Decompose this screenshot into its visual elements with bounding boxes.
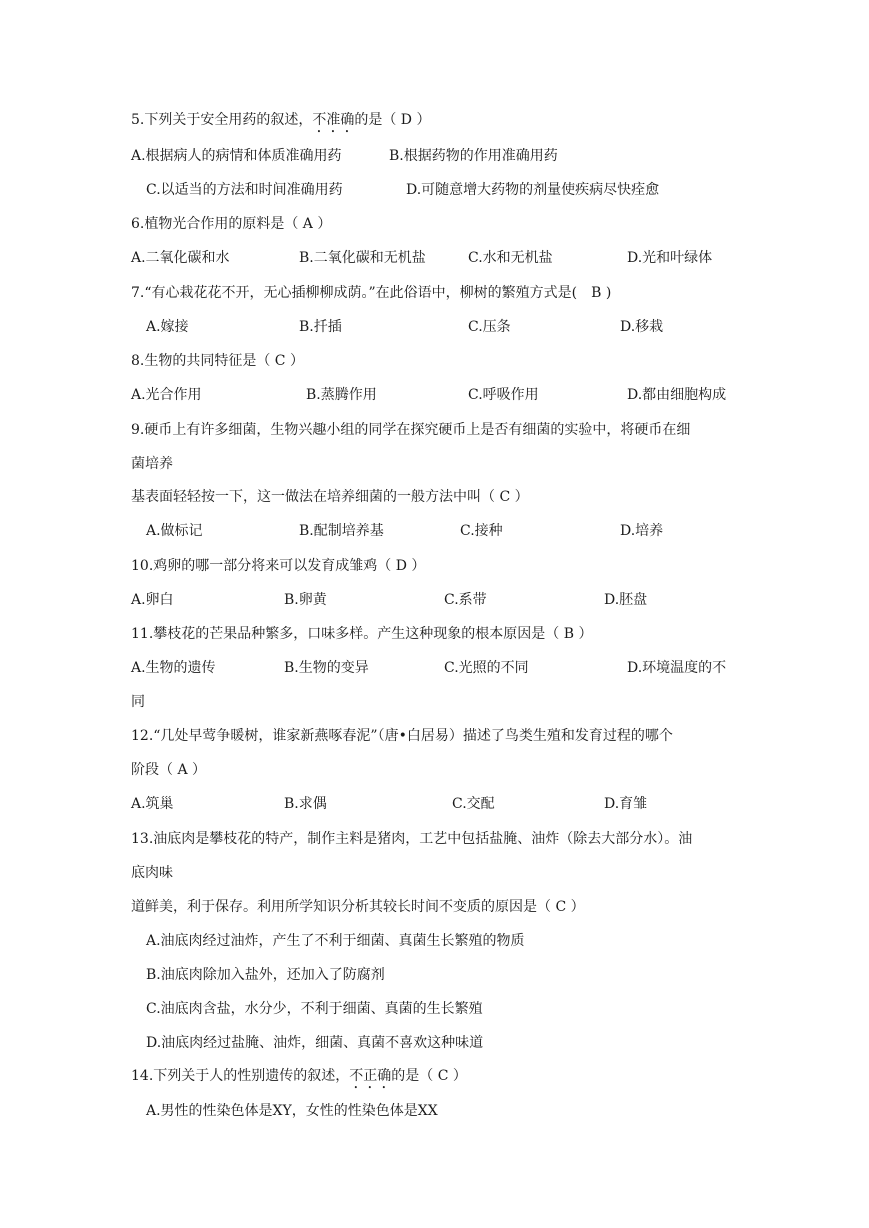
question-6-option-d: D.光和叶绿体 [627, 250, 713, 266]
question-7-option-d: D.移栽 [620, 319, 664, 335]
question-13-option-a: A.油底肉经过油炸，产生了不利于细菌、真菌生长繁殖的物质 [146, 933, 525, 949]
question-8-option-c: C.呼吸作用 [468, 387, 539, 403]
question-12-stem-line-1: 12.“几处早莺争暖树，谁家新燕啄春泥”（唐•白居易）描述了鸟类生殖和发育过程的哪个 [131, 728, 673, 744]
question-6-stem: 6.植物光合作用的原料是（ A ） [131, 216, 332, 232]
question-7-option-a: A.嫁接 [146, 319, 189, 335]
question-14-option-a: A.男性的性染色体是XY，女性的性染色体是XX [146, 1103, 438, 1119]
question-14-stem: 14.下列关于人的性别遗传的叙述，不正确的是（ C ） [131, 1068, 467, 1084]
question-13-option-d: D.油底肉经过盐腌、油炸，细菌、真菌不喜欢这种味道 [146, 1035, 484, 1051]
question-9-stem-line-2: 菌培养 [131, 456, 173, 472]
question-13-stem-line-3: 道鲜美，利于保存。利用所学知识分析其较长时间不变质的原因是（ C ） [131, 899, 585, 915]
question-7-stem: 7.“有心栽花花不开，无心插柳柳成荫。”在此俗语中，柳树的繁殖方式是( B ) [131, 285, 612, 301]
question-10-option-d: D.胚盘 [604, 592, 648, 608]
emphasis-incorrect: 不正确 [349, 1068, 392, 1084]
question-11-stem: 11.攀枝花的芒果品种繁多，口味多样。产生这种现象的根本原因是（ B ） [131, 626, 593, 642]
question-5-option-d: D.可随意增大药物的剂量使疾病尽快痊愈 [406, 182, 660, 198]
question-7-option-b: B.扦插 [299, 319, 342, 335]
question-12-option-b: B.求偶 [284, 796, 327, 812]
question-9-stem-line-3: 基表面轻轻按一下，这一做法在培养细菌的一般方法中叫（ C ） [131, 489, 529, 505]
question-8-option-d: D.都由细胞构成 [627, 387, 727, 403]
question-13-option-b: B.油底肉除加入盐外，还加入了防腐剂 [146, 967, 385, 983]
question-11-option-c: C.光照的不同 [444, 660, 529, 676]
question-11-option-a: A.生物的遗传 [131, 660, 216, 676]
question-5-option-a: A.根据病人的病情和体质准确用药 [131, 148, 342, 164]
question-5-option-b: B.根据药物的作用准确用药 [389, 148, 558, 164]
question-12-option-a: A.筑巢 [131, 796, 174, 812]
question-13-stem-line-1: 13.油底肉是攀枝花的特产，制作主料是猪肉，工艺中包括盐腌、油炸（除去大部分水）。油 [131, 831, 693, 847]
question-9-option-b: B.配制培养基 [299, 523, 384, 539]
question-13-option-c: C.油底肉含盐，水分少，不利于细菌、真菌的生长繁殖 [146, 1001, 483, 1017]
question-6-option-c: C.水和无机盐 [468, 250, 553, 266]
question-5-option-c: C.以适当的方法和时间准确用药 [146, 182, 343, 198]
question-6-option-a: A.二氧化碳和水 [131, 250, 230, 266]
question-9-option-c: C.接种 [460, 523, 503, 539]
question-6-option-b: B.二氧化碳和无机盐 [299, 250, 426, 266]
question-9-option-a: A.做标记 [146, 523, 203, 539]
emphasis-not-correct: 不准确 [312, 112, 355, 128]
question-10-stem: 10.鸡卵的哪一部分将来可以发育成雏鸡（ D ） [131, 558, 426, 574]
question-8-option-b: B.蒸腾作用 [306, 387, 377, 403]
question-8-stem: 8.生物的共同特征是（ C ） [131, 353, 304, 369]
question-11-option-d-continued: 同 [131, 694, 145, 710]
question-9-stem-line-1: 9.硬币上有许多细菌，生物兴趣小组的同学在探究硬币上是否有细菌的实验中，将硬币在细 [131, 422, 691, 438]
question-12-option-d: D.育雏 [604, 796, 648, 812]
question-12-option-c: C.交配 [452, 796, 495, 812]
question-10-option-a: A.卵白 [131, 592, 174, 608]
question-7-option-c: C.压条 [468, 319, 511, 335]
question-11-option-b: B.生物的变异 [284, 660, 369, 676]
question-11-option-d: D.环境温度的不 [627, 660, 727, 676]
question-5-stem: 5.下列关于安全用药的叙述，不准确的是（ D ） [131, 112, 431, 128]
question-9-option-d: D.培养 [620, 523, 664, 539]
question-12-stem-line-2: 阶段（ A ） [131, 762, 207, 778]
question-10-option-c: C.系带 [444, 592, 487, 608]
question-13-stem-line-2: 底肉味 [131, 865, 173, 881]
question-8-option-a: A.光合作用 [131, 387, 202, 403]
question-10-option-b: B.卵黄 [284, 592, 327, 608]
